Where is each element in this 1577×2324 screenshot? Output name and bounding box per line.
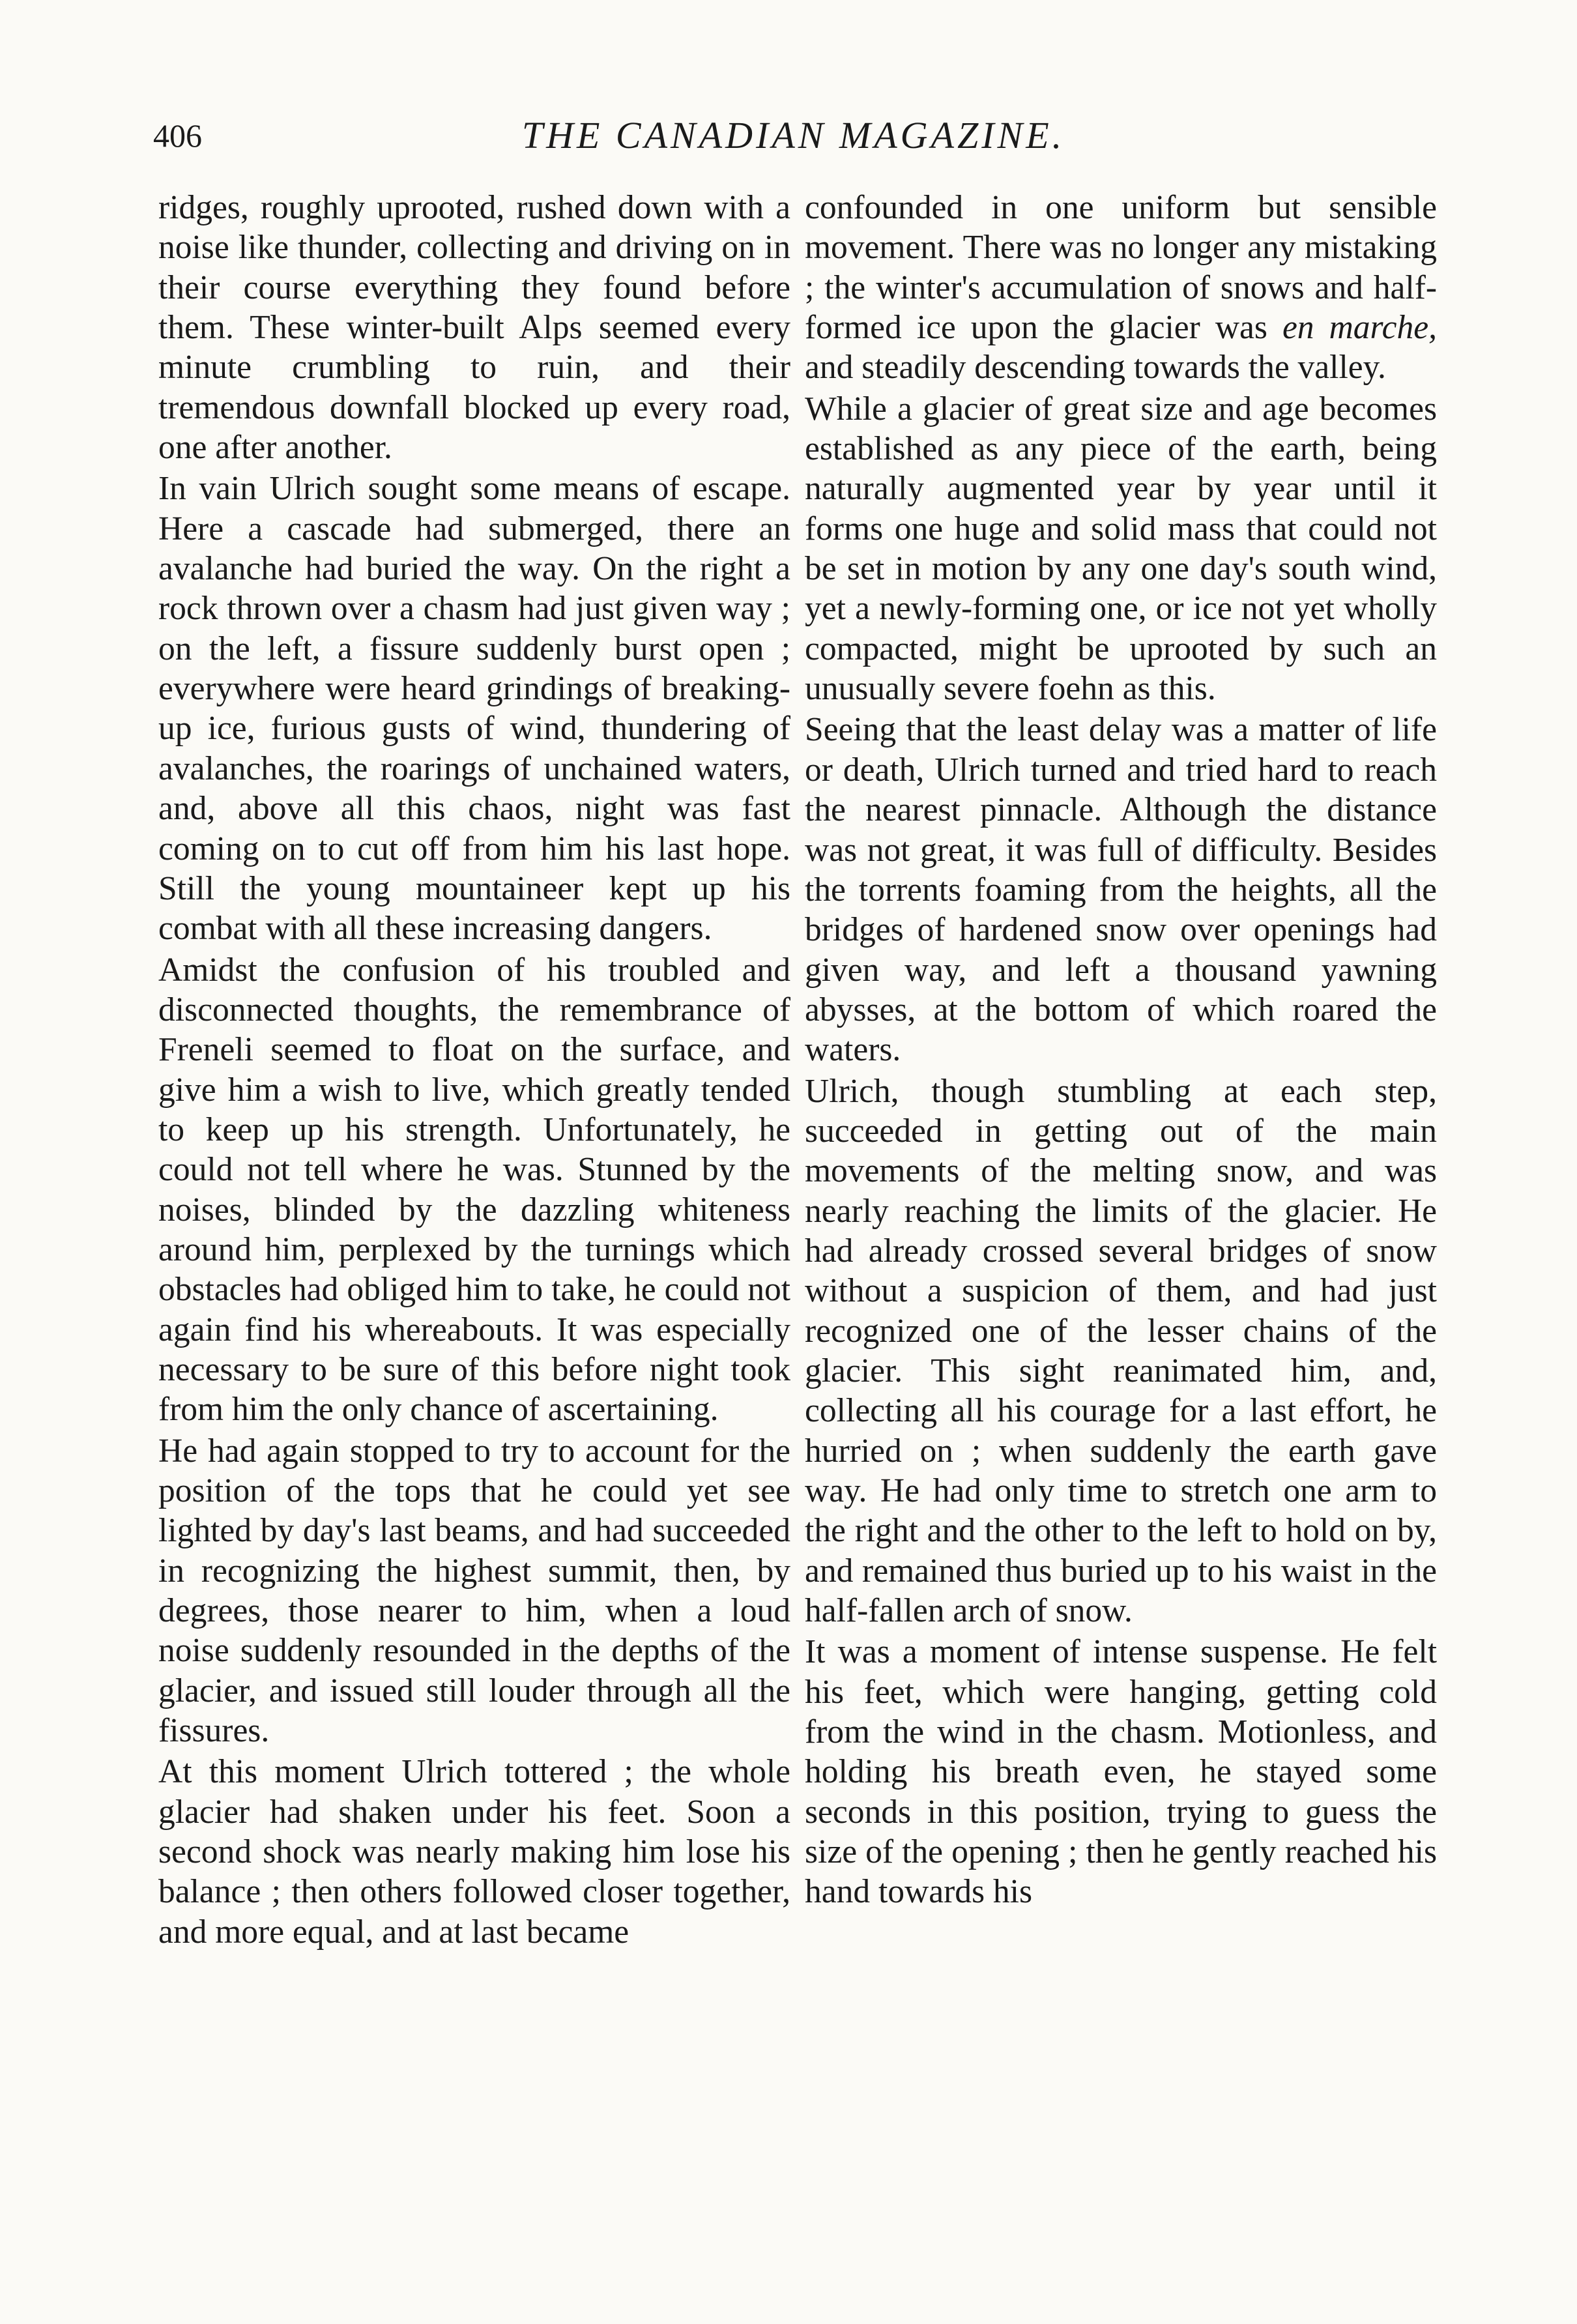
running-title: THE CANADIAN MAGAZINE.: [521, 114, 1065, 156]
left-column: [158, 188, 790, 1952]
paragraph: At this moment Ulrich tottered ; the whole glacier had shaken under his feet. Soon a second shock was nearly making him lose his balance ; then others followed closer together, and more equal, and at last became: [158, 1753, 790, 1951]
right-column: [805, 188, 1437, 1912]
paragraph: Ulrich, though stumbling at each step, succeeded in getting out of the main movements of the melting snow, and was nearly reaching the limits of the glacier. He had already crossed several bridges of snow without a suspicion of them, and had just recognized one of the lesser chains of the glacier. This sight reanimated him, and, collecting all his courage for a last effort, he hurried on ; when suddenly the earth gave way. He had only time to stretch one arm to the right and the other to the left to hold on by, and remained thus buried up to his waist in the half-fallen arch of snow.: [805, 1072, 1437, 1630]
paragraph: It was a moment of intense suspense. He felt his feet, which were hanging, getting cold from the wind in the chasm. Motionless, and holding his breath even, he stayed some seconds in this position, trying to guess the size of the opening ; then he gently reached his hand towards his: [805, 1633, 1437, 1911]
paragraph: [805, 188, 1437, 388]
italic-phrase: en marche,: [1282, 309, 1437, 347]
paragraph: While a glacier of great size and age becomes established as any piece of the earth, being naturally augmented year by year until it forms one huge and solid mass that could not be set in motion by any one day's south wind, yet a newly-forming one, or ice not yet wholly compacted, might be uprooted by such an unusually severe foehn as this.: [805, 390, 1437, 708]
page-header: [153, 109, 1434, 162]
page-number: 406: [153, 117, 202, 154]
paragraph: ridges, roughly uprooted, rushed down with a noise like thunder, collecting and driving on in their course everything they found before them. These winter-built Alps seemed every minute crumbling to ruin, and their tremendous downfall blocked up every road, one after another.: [158, 189, 790, 467]
paragraph: In vain Ulrich sought some means of escape. Here a cascade had submerged, there an avalanche had buried the way. On the right a rock thrown over a chasm had just given way ; on the left, a fissure suddenly burst open ; everywhere were heard grindings of breaking-up ice, furious gusts of wind, thundering of avalanches, the roarings of unchained waters, and, above all this chaos, night was fast coming on to cut off from him his last hope. Still the young mountaineer kept up his combat with all these increasing dangers.: [158, 470, 790, 948]
paragraph-text: and steadily descending towards the valley.: [805, 349, 1386, 386]
paragraph: Amidst the confusion of his troubled and disconnected thoughts, the remembrance of Freneli seemed to float on the surface, and give him a wish to live, which greatly tended to keep up his strength. Unfortunately, he could not tell where he was. Stunned by the noises, blinded by the dazzling whiteness around him, perplexed by the turnings which obstacles had obliged him to take, he could not again find his whereabouts. It was especially necessary to be sure of this before night took from him the only chance of ascertaining.: [158, 951, 790, 1429]
paragraph: He had again stopped to try to account for the position of the tops that he could yet see lighted by day's last beams, and had succeeded in recognizing the highest summit, then, by degrees, those nearer to him, when a loud noise suddenly resounded in the depths of the glacier, and issued still louder through all the fissures.: [158, 1432, 790, 1750]
paragraph: Seeing that the least delay was a matter of life or death, Ulrich turned and tried hard to reach the nearest pinnacle. Although the distance was not great, it was full of difficulty. Besides the torrents foaming from the heights, all the bridges of hardened snow over openings had given way, and left a thousand yawning abysses, at the bottom of which roared the waters.: [805, 711, 1437, 1069]
paragraph-text: confounded in one uniform but sensible movement. There was no longer any mistaking ; the winter's accumulation of snows and half-formed ice upon the glacier was: [805, 189, 1437, 347]
